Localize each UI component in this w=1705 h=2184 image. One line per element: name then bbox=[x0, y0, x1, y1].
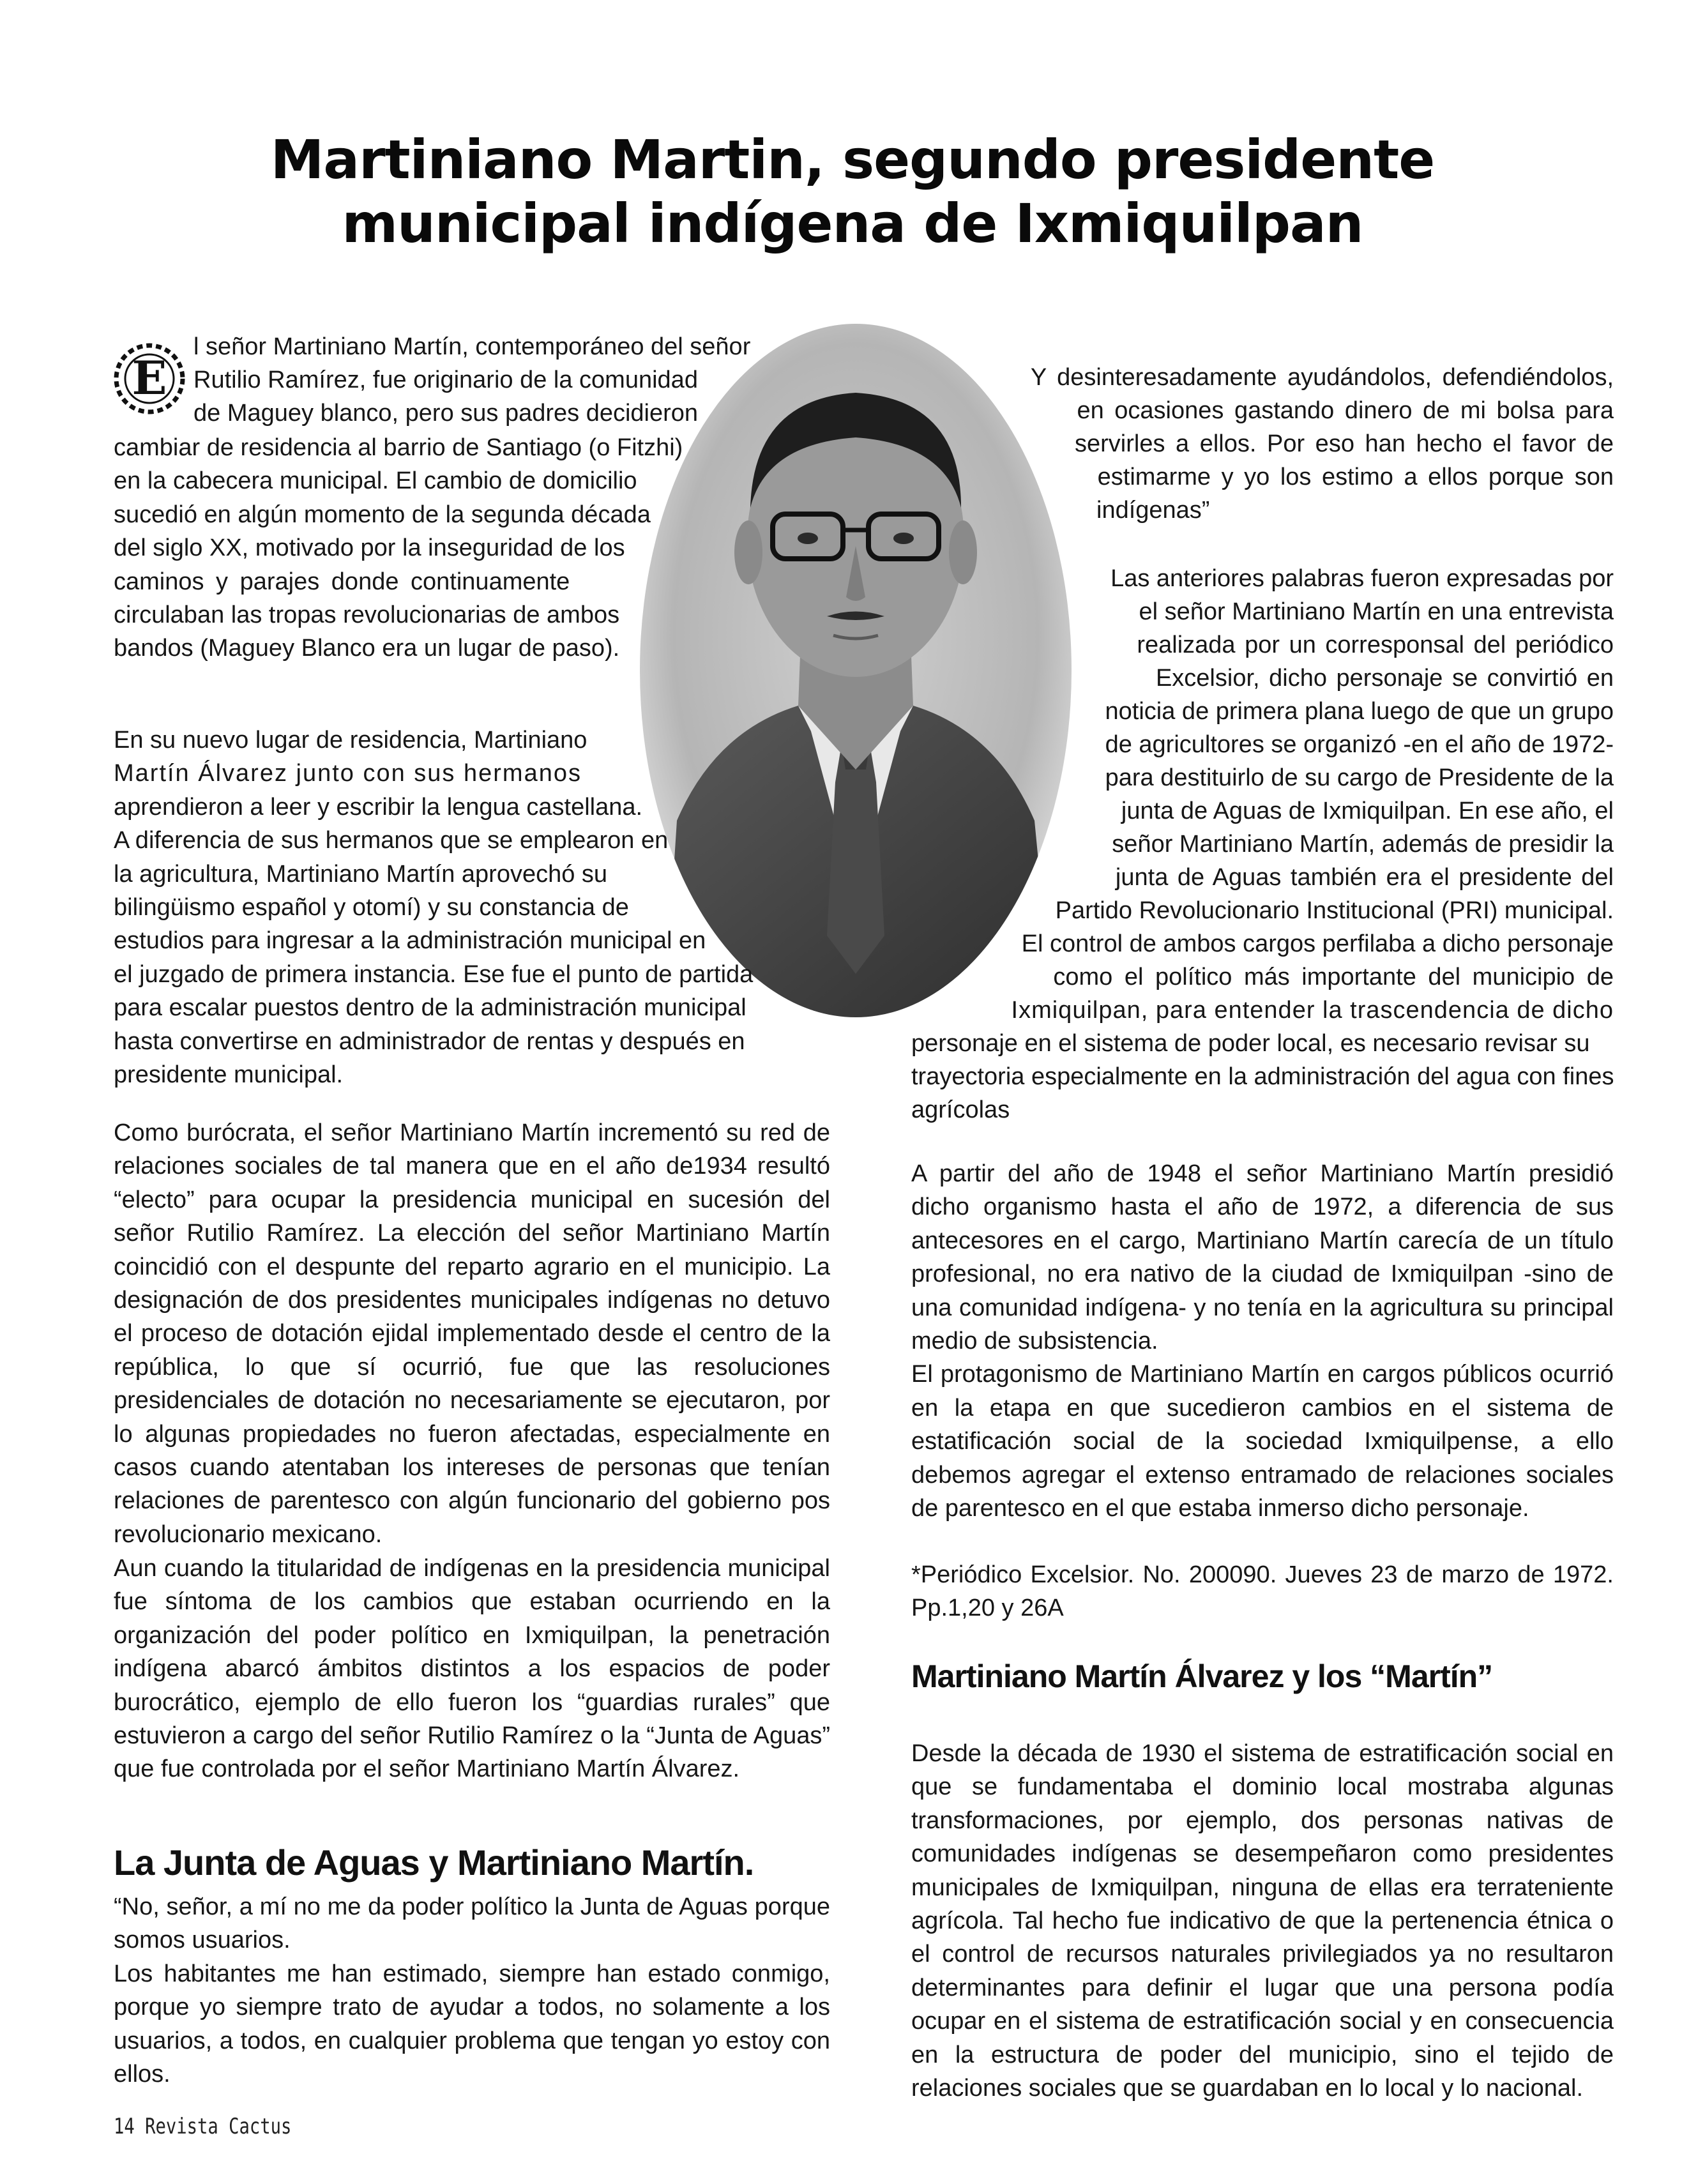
subheading-martin-alvarez: Martiniano Martín Álvarez y los “Martín” bbox=[911, 1658, 1493, 1694]
ant-line-1: Las anteriores palabras fueron expresadas por bbox=[1110, 565, 1614, 592]
ant-line-8: junta de Aguas de Ixmiquilpan. En ese año, el bbox=[1121, 798, 1614, 824]
title-line-1: Martiniano Martin, segundo presidente bbox=[270, 128, 1435, 191]
quote-cont-line-5: indígenas” bbox=[1096, 497, 1210, 524]
paragraph-nuevo-lugar bbox=[114, 724, 830, 1091]
ant-line-3: realizada por un corresponsal del periódico bbox=[1137, 632, 1614, 658]
p2-line-4: A diferencia de sus hermanos que se emplearon en bbox=[114, 827, 669, 854]
intro-line-10: bandos (Maguey Blanco era un lugar de paso). bbox=[114, 635, 620, 662]
dropcap-e bbox=[107, 330, 190, 426]
ant-line-7: para destituirlo de su cargo de Presidente de la bbox=[1105, 764, 1614, 791]
ant-line-9: señor Martiniano Martín, además de presidir la bbox=[1112, 831, 1614, 858]
p2-line-11: presidente municipal. bbox=[114, 1061, 344, 1089]
intro-line-7: del siglo XX, motivado por la inseguridad de los bbox=[114, 535, 625, 562]
svg-text:E: E bbox=[132, 351, 167, 405]
quote-cont-line-2: en ocasiones gastando dinero de mi bolsa para bbox=[1077, 397, 1614, 424]
quote-line-2: Los habitantes me han estimado, siempre han estado conmigo, porque yo siempre trato de ayudar a todos, no solamente a los usuarios, a todos, en cualquier problema que tengan yo estoy con ellos. bbox=[114, 1960, 830, 2088]
quote-cont-line-1: Y desinteresadamente ayudándolos, defendiéndolos, bbox=[1030, 364, 1614, 391]
paragraph-protagonismo: El protagonismo de Martiniano Martín en cargos públicos ocurrió en la etapa en que sucedieron cambios en el sistema de estatificación social de la sociedad Ixmiquilpense, a ello debemos agregar el extenso entramado de relaciones sociales de parentesco en el que estaba inmerso dicho personaje. bbox=[911, 1361, 1614, 1522]
p2-line-10: hasta convertirse en administrador de rentas y después en bbox=[114, 1028, 745, 1055]
article-title bbox=[0, 128, 1705, 255]
title-line-2: municipal indígena de Ixmiquilpan bbox=[342, 192, 1363, 255]
quote-line-1: “No, señor, a mí no me da poder político la Junta de Aguas porque somos usuarios. bbox=[114, 1893, 830, 1954]
p2-line-5: la agricultura, Martiniano Martín aprovechó su bbox=[114, 860, 608, 888]
ant-line-6: de agricultores se organizó -en el año de 1972- bbox=[1105, 731, 1614, 758]
paragraph-1948-block bbox=[911, 1157, 1614, 1525]
ant-line-14: Ixmiquilpan, para entender la trascendencia de dicho bbox=[1011, 997, 1614, 1024]
intro-line-3: de Maguey blanco, pero sus padres decidieron bbox=[193, 400, 699, 427]
quote-block-left bbox=[114, 1890, 830, 2091]
subheading-junta-aguas: La Junta de Aguas y Martiniano Martín. bbox=[114, 1842, 754, 1883]
ant-line-17: agrícolas bbox=[911, 1096, 1010, 1123]
p2-line-6: bilingüismo español y otomí) y su constancia de bbox=[114, 894, 629, 921]
intro-line-5: en la cabecera municipal. El cambio de domicilio bbox=[114, 467, 637, 495]
quote-cont-line-3: servirles a ellos. Por eso han hecho el favor de bbox=[1075, 430, 1614, 457]
intro-line-8: caminos y parajes donde continuamente bbox=[114, 568, 570, 595]
intro-paragraph-rest bbox=[114, 431, 688, 665]
ant-line-2: el señor Martiniano Martín en una entrevista bbox=[1139, 598, 1614, 625]
p2-line-3: aprendieron a leer y escribir la lengua castellana. bbox=[114, 793, 643, 821]
ant-line-10: junta de Aguas también era el presidente del bbox=[1115, 864, 1614, 891]
page-footer: 14 Revista Cactus bbox=[114, 2114, 292, 2139]
intro-line-2: Rutilio Ramírez, fue originario de la comunidad bbox=[193, 367, 698, 393]
p2-line-7: estudios para ingresar a la administración municipal en bbox=[114, 927, 706, 955]
p2-line-9: para escalar puestos dentro de la administración municipal bbox=[114, 994, 746, 1022]
ant-line-4: Excelsior, dicho personaje se convirtió en bbox=[1155, 665, 1614, 692]
intro-line-1: l señor Martiniano Martín, contemporáneo del señor bbox=[193, 333, 751, 360]
ant-line-16: trayectoria especialmente en la administración del agua con fines bbox=[911, 1063, 1614, 1090]
paragraph-decada-1930: Desde la década de 1930 el sistema de estratificación social en que se fundamentaba el dominio local mostraba algunas transformaciones, por ejemplo, dos personas nativas de comunidades indígenas se desempeñaron como presidentes municipales de Ixmiquilpan, ninguna de ellas era terrateniente agrícola. Tal hecho fue indicativo de que la pertenencia étnica o el control de recursos naturales privilegiados ya no resultaron determinantes para definir el lugar que una persona podía ocupar en el sistema de estratificación social y en consecuencia en la estructura de poder del municipio, sino el tejido de relaciones sociales que se guardaban en lo local y lo nacional. bbox=[911, 1740, 1614, 2102]
ant-line-11: Partido Revolucionario Institucional (PRI) municipal. bbox=[1055, 897, 1614, 924]
ant-line-13: como el político más importante del municipio de bbox=[1053, 964, 1614, 990]
p2-line-8: el juzgado de primera instancia. Ese fue el punto de partida bbox=[114, 960, 754, 988]
paragraph-1948: A partir del año de 1948 el señor Martiniano Martín presidió dicho organismo hasta el año de 1972, a diferencia de sus antecesores en el cargo, Martiniano Martín carecía de un título profesional, no era nativo de la ciudad de Ixmiquilpan -sino de una comunidad indígena- y no tenía en la agricultura su principal medio de subsistencia. bbox=[911, 1160, 1614, 1355]
quote-cont-line-4: estimarme y yo los estimo a ellos porque son bbox=[1097, 464, 1614, 490]
ant-line-12: El control de ambos cargos perfilaba a dicho personaje bbox=[1021, 930, 1614, 957]
reference-note: *Periódico Excelsior. No. 200090. Jueves 23 de marzo de 1972. Pp.1,20 y 26A bbox=[911, 1561, 1614, 1622]
p2-line-1: En su nuevo lugar de residencia, Martiniano bbox=[114, 727, 587, 754]
ant-line-15: personaje en el sistema de poder local, es necesario revisar su bbox=[911, 1030, 1590, 1057]
p2-line-2: Martín Álvarez junto con sus hermanos bbox=[114, 760, 582, 787]
paragraph-titularidad: Aun cuando la titularidad de indígenas en la presidencia municipal fue síntoma de los cambios que estaban ocurriendo en la organización del poder político en Ixmiquilpan, la penetración indígena abarcó ámbitos distintos a los espacios de poder burocrático, ejemplo de ello fueron los “guardias rurales” que estuvieron a cargo del señor Rutilio Ramírez o la “Junta de Aguas” que fue controlada por el señor Martiniano Martín Álvarez. bbox=[114, 1555, 830, 1783]
intro-line-6: sucedió en algún momento de la segunda década bbox=[114, 501, 651, 528]
intro-line-9: circulaban las tropas revolucionarias de ambos bbox=[114, 602, 620, 629]
ant-line-5: noticia de primera plana luego de que un grupo bbox=[1105, 698, 1614, 725]
paragraph-burocrata: Como burócrata, el señor Martiniano Martín incrementó su red de relaciones sociales de tal manera que en el año de1934 resultó “electo” para ocupar la presidencia municipal en sucesión del señor Rutilio Ramírez. La elección del señor Martiniano Martín coincidió con el despunte del reparto agrario en el municipio. La designación de dos presidentes municipales indígenas no detuvo el proceso de dotación ejidal implementado desde el centro de la república, lo que sí ocurrió, fue que las resoluciones presidenciales de dotación no necesariamente se ejecutaron, por lo algunas propiedades no fueron afectadas, especialmente en casos cuando atentaban los intereses de personas que tenían relaciones de parentesco con algún funcionario del gobierno pos revolucionario mexicano. bbox=[114, 1119, 830, 1548]
intro-line-4: cambiar de residencia al barrio de Santiago (o Fitzhi) bbox=[114, 434, 683, 461]
